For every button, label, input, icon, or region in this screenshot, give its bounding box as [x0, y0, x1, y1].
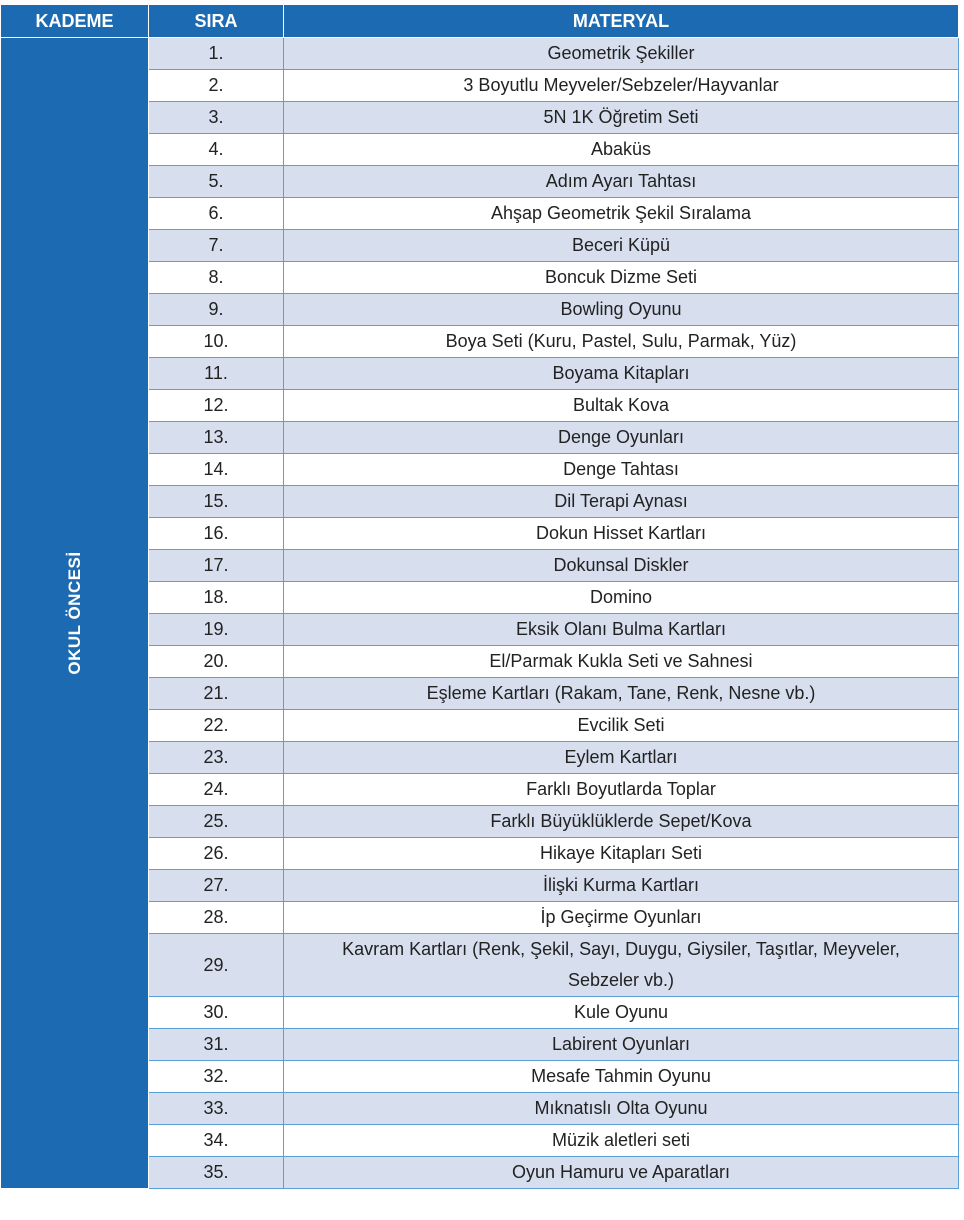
materyal-cell: Kavram Kartları (Renk, Şekil, Sayı, Duygu, Giysiler, Taşıtlar, Meyveler, Sebzeler vb.) [284, 934, 959, 997]
materyal-cell: Geometrik Şekiller [284, 38, 959, 70]
sira-cell: 3. [149, 102, 284, 134]
materyal-cell: Dokunsal Diskler [284, 550, 959, 582]
header-kademe: KADEME [1, 5, 149, 38]
materials-table [0, 4, 959, 1189]
materyal-cell: Beceri Küpü [284, 230, 959, 262]
header-sira: SIRA [149, 5, 284, 38]
materyal-cell: Labirent Oyunları [284, 1029, 959, 1061]
materyal-cell: Hikaye Kitapları Seti [284, 838, 959, 870]
sira-cell: 8. [149, 262, 284, 294]
sira-cell: 29. [149, 934, 284, 997]
sira-cell: 16. [149, 518, 284, 550]
sira-cell: 2. [149, 70, 284, 102]
sira-cell: 30. [149, 997, 284, 1029]
materyal-cell: Bultak Kova [284, 390, 959, 422]
materyal-cell: Oyun Hamuru ve Aparatları [284, 1157, 959, 1189]
table-row [1, 38, 959, 70]
materyal-cell: Eylem Kartları [284, 742, 959, 774]
materyal-cell: İp Geçirme Oyunları [284, 902, 959, 934]
sira-cell: 24. [149, 774, 284, 806]
materyal-cell: Abaküs [284, 134, 959, 166]
materyal-cell: El/Parmak Kukla Seti ve Sahnesi [284, 646, 959, 678]
sira-cell: 10. [149, 326, 284, 358]
sira-cell: 6. [149, 198, 284, 230]
materyal-cell: Eşleme Kartları (Rakam, Tane, Renk, Nesne vb.) [284, 678, 959, 710]
kademe-label: OKUL ÖNCESİ [64, 551, 84, 675]
materyal-cell: Boya Seti (Kuru, Pastel, Sulu, Parmak, Yüz) [284, 326, 959, 358]
sira-cell: 33. [149, 1093, 284, 1125]
materyal-cell: Mıknatıslı Olta Oyunu [284, 1093, 959, 1125]
table-header [1, 5, 959, 38]
sira-cell: 34. [149, 1125, 284, 1157]
sira-cell: 27. [149, 870, 284, 902]
sira-cell: 12. [149, 390, 284, 422]
sira-cell: 1. [149, 38, 284, 70]
sira-cell: 35. [149, 1157, 284, 1189]
materyal-cell: Evcilik Seti [284, 710, 959, 742]
sira-cell: 22. [149, 710, 284, 742]
materyal-cell: Farklı Boyutlarda Toplar [284, 774, 959, 806]
sira-cell: 18. [149, 582, 284, 614]
sira-cell: 14. [149, 454, 284, 486]
sira-cell: 20. [149, 646, 284, 678]
materyal-cell: Denge Oyunları [284, 422, 959, 454]
materyal-cell: Bowling Oyunu [284, 294, 959, 326]
sira-cell: 11. [149, 358, 284, 390]
materyal-cell: Boncuk Dizme Seti [284, 262, 959, 294]
materyal-cell: 5N 1K Öğretim Seti [284, 102, 959, 134]
materyal-cell: Dil Terapi Aynası [284, 486, 959, 518]
sira-cell: 5. [149, 166, 284, 198]
materyal-cell: Boyama Kitapları [284, 358, 959, 390]
sira-cell: 4. [149, 134, 284, 166]
materyal-cell: Ahşap Geometrik Şekil Sıralama [284, 198, 959, 230]
materyal-cell: Kule Oyunu [284, 997, 959, 1029]
sira-cell: 31. [149, 1029, 284, 1061]
sira-cell: 15. [149, 486, 284, 518]
sira-cell: 32. [149, 1061, 284, 1093]
sira-cell: 28. [149, 902, 284, 934]
sira-cell: 25. [149, 806, 284, 838]
sira-cell: 7. [149, 230, 284, 262]
header-materyal: MATERYAL [284, 5, 959, 38]
materials-table-container [0, 4, 958, 1189]
sira-cell: 19. [149, 614, 284, 646]
materyal-cell: Farklı Büyüklüklerde Sepet/Kova [284, 806, 959, 838]
materyal-cell: Mesafe Tahmin Oyunu [284, 1061, 959, 1093]
materyal-cell: Denge Tahtası [284, 454, 959, 486]
materyal-cell: Domino [284, 582, 959, 614]
sira-cell: 21. [149, 678, 284, 710]
table-body [1, 38, 959, 1189]
sira-cell: 13. [149, 422, 284, 454]
sira-cell: 26. [149, 838, 284, 870]
materyal-cell: İlişki Kurma Kartları [284, 870, 959, 902]
materyal-cell: Eksik Olanı Bulma Kartları [284, 614, 959, 646]
materyal-cell: 3 Boyutlu Meyveler/Sebzeler/Hayvanlar [284, 70, 959, 102]
sira-cell: 9. [149, 294, 284, 326]
sira-cell: 23. [149, 742, 284, 774]
materyal-cell: Dokun Hisset Kartları [284, 518, 959, 550]
sira-cell: 17. [149, 550, 284, 582]
materyal-cell: Müzik aletleri seti [284, 1125, 959, 1157]
kademe-cell [1, 38, 149, 1189]
materyal-cell: Adım Ayarı Tahtası [284, 166, 959, 198]
